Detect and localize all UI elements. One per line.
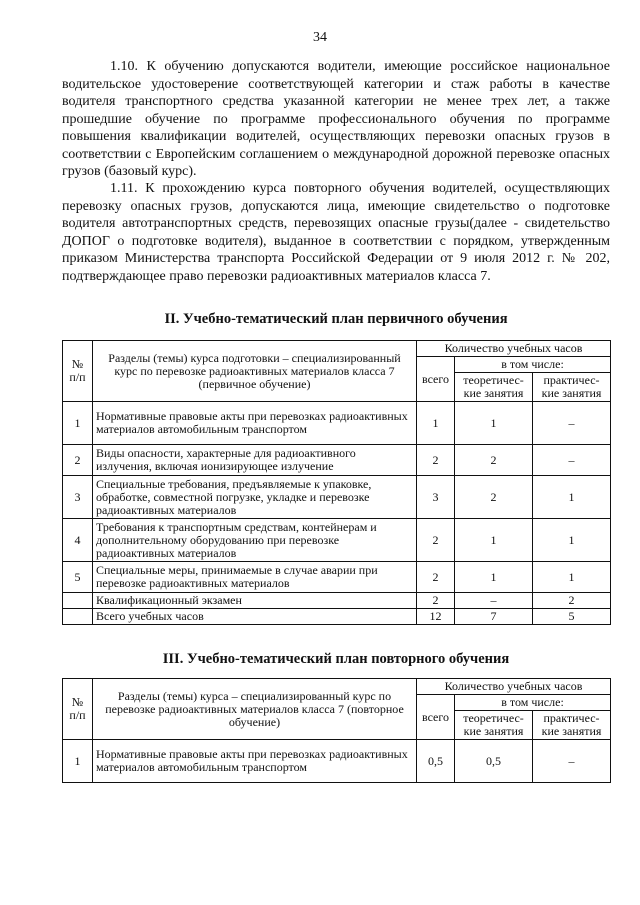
paragraph-1-10: 1.10. К обучению допускаются водители, имеющие российское национальное водительское удостоверение соответствующей категории и стаж работы в качестве водителя транспортного средства указанной категории не менее трех лет, а также прошедшие обучение по программе профессионального обучения по программе повышения квалификации водителей, осуществляющих перевозки опасных грузов в соответствии с Европейским соглашением о международной дорожной перевозке опасных грузов (базовый курс).	[62, 59, 610, 179]
row-topic: Нормативные правовые акты при перевозках радиоактивных материалов автомобильным транспортом	[93, 402, 417, 445]
primary-training-plan-table	[62, 340, 611, 625]
table-row	[63, 519, 611, 562]
header-theory: теоретичес-кие занятия	[455, 373, 533, 402]
row-total: 1	[417, 402, 455, 445]
row-topic: Нормативные правовые акты при перевозках радиоактивных материалов автомобильным транспортом	[93, 740, 417, 783]
header-topics: Разделы (темы) курса – специализированный курс по перевозке радиоактивных материалов класса 7 (повторное обучение)	[93, 679, 417, 740]
exam-label: Квалификационный экзамен	[93, 593, 417, 609]
header-hours: Количество учебных часов	[417, 341, 611, 357]
header-total: всего	[417, 695, 455, 740]
row-number: 3	[63, 476, 93, 519]
row-practice: –	[533, 402, 611, 445]
header-practice: практичес-кие занятия	[533, 373, 611, 402]
exam-theory: –	[455, 593, 533, 609]
total-label: Всего учебных часов	[93, 609, 417, 625]
section-2-heading: II. Учебно-тематический план первичного обучения	[164, 311, 508, 327]
row-number: 1	[63, 402, 93, 445]
table-row	[63, 445, 611, 476]
row-theory: 0,5	[455, 740, 533, 783]
table-row	[63, 740, 611, 783]
header-number: № п/п	[63, 679, 93, 740]
repeat-training-plan-table	[62, 678, 611, 783]
row-number-empty	[63, 593, 93, 609]
row-topic: Специальные требования, предъявляемые к упаковке, обработке, совместной погрузке, укладке и перевозке радиоактивных материалов	[93, 476, 417, 519]
row-number-empty	[63, 609, 93, 625]
section-3-heading: III. Учебно-тематический план повторного обучения	[162, 651, 510, 667]
row-theory: 1	[455, 562, 533, 593]
row-number: 2	[63, 445, 93, 476]
exam-practice: 2	[533, 593, 611, 609]
total-row	[63, 609, 611, 625]
header-including: в том числе:	[455, 357, 611, 373]
table-row	[63, 402, 611, 445]
page-number: 34	[313, 30, 327, 45]
row-practice: –	[533, 740, 611, 783]
row-number: 1	[63, 740, 93, 783]
row-total: 3	[417, 476, 455, 519]
row-practice: 1	[533, 476, 611, 519]
row-total: 2	[417, 519, 455, 562]
total-hours: 12	[417, 609, 455, 625]
total-practice: 5	[533, 609, 611, 625]
row-number: 5	[63, 562, 93, 593]
row-number: 4	[63, 519, 93, 562]
row-practice: 1	[533, 519, 611, 562]
table-row	[63, 476, 611, 519]
exam-row	[63, 593, 611, 609]
header-total: всего	[417, 357, 455, 402]
row-practice: –	[533, 445, 611, 476]
table-row	[63, 562, 611, 593]
row-topic: Требования к транспортным средствам, контейнерам и дополнительному оборудованию при перевозке радиоактивных материалов	[93, 519, 417, 562]
row-theory: 2	[455, 445, 533, 476]
exam-total: 2	[417, 593, 455, 609]
row-practice: 1	[533, 562, 611, 593]
row-topic: Виды опасности, характерные для радиоактивного излучения, включая ионизирующее излучение	[93, 445, 417, 476]
header-number: № п/п	[63, 341, 93, 402]
header-theory: теоретичес-кие занятия	[455, 711, 533, 740]
row-total: 0,5	[417, 740, 455, 783]
row-topic: Специальные меры, принимаемые в случае аварии при перевозке радиоактивных материалов	[93, 562, 417, 593]
paragraph-1-11: 1.11. К прохождению курса повторного обучения водителей, осуществляющих перевозку опасных грузов, допускаются лица, имеющие свидетельство о подготовке водителя автотранспортных средств, перевозящих опасные грузы(далее - свидетельство ДОПОГ о подготовке водителя), выданное в соответствии с порядком, утвержденным приказом Министерства транспорта Российской Федерации от 9 июля 2012 г. № 202, подтверждающее право перевозки радиоактивных материалов класса 7.	[62, 181, 610, 284]
row-theory: 2	[455, 476, 533, 519]
header-including: в том числе:	[455, 695, 611, 711]
row-theory: 1	[455, 519, 533, 562]
header-hours: Количество учебных часов	[417, 679, 611, 695]
row-total: 2	[417, 445, 455, 476]
row-total: 2	[417, 562, 455, 593]
header-practice: практичес-кие занятия	[533, 711, 611, 740]
row-theory: 1	[455, 402, 533, 445]
total-theory: 7	[455, 609, 533, 625]
header-topics: Разделы (темы) курса подготовки – специализированный курс по перевозке радиоактивных материалов класса 7 (первичное обучение)	[93, 341, 417, 402]
